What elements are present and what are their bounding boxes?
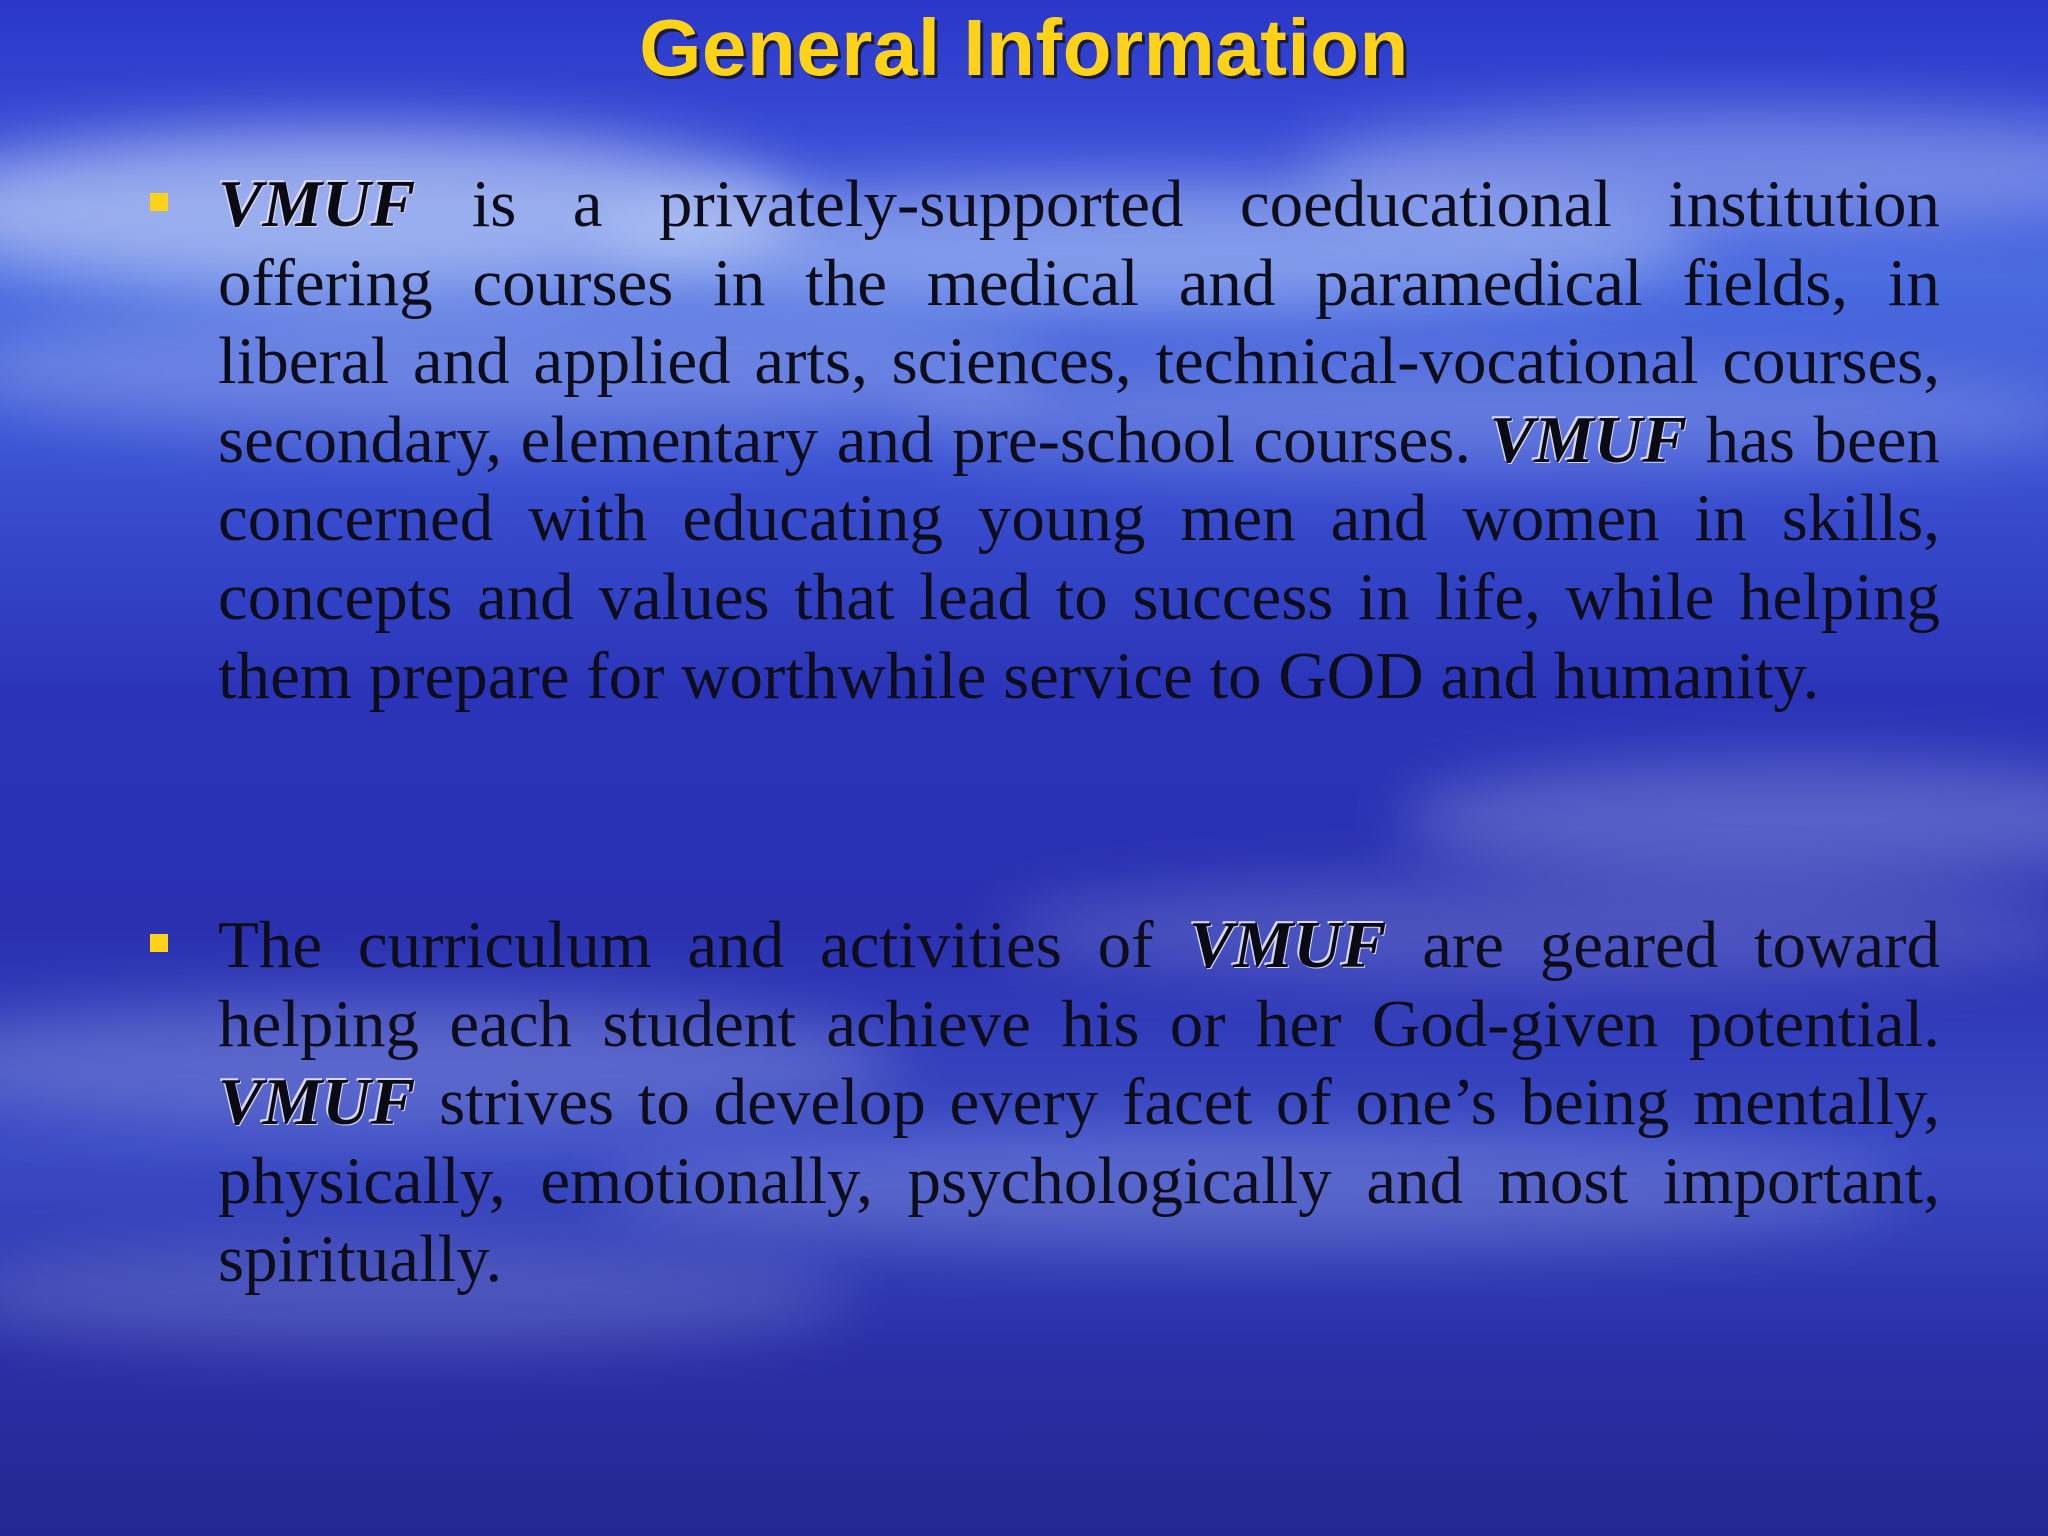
brand-name: VMUF: [218, 1065, 416, 1140]
square-bullet-icon: [150, 934, 168, 952]
bullet-text-segment: The curriculum and activities of: [218, 908, 1190, 982]
brand-name: VMUF: [1189, 908, 1387, 982]
bullet-text-segment: strives to develop every facet of one’s being mentally, physically, emotionally, psychologically and most important, spiritually.: [218, 1065, 1940, 1297]
bullet-text-segment: has been concerned with educating young men and women in skills, concepts and values that lead to success in life, while helping them prepare for worthwhile service to GOD and humanity.: [218, 402, 1940, 713]
bullet-text-1: [218, 165, 1940, 715]
square-bullet-icon: [150, 193, 168, 211]
slide-title: General Information: [639, 3, 1409, 92]
bullet-text-2: [218, 906, 1940, 1299]
brand-name: VMUF: [1489, 402, 1688, 477]
bullet-text-segment: are geared toward helping each student achieve his or her God-given potential.: [218, 908, 1940, 1061]
brand-name: VMUF: [218, 167, 416, 241]
bullet-text-segment: is a privately-supported coeducational institution offering courses in the medical and paramedical fields, in liberal and applied arts, sciences, technical-vocational courses, secondary, elementary and pre-school courses.: [218, 167, 1940, 477]
